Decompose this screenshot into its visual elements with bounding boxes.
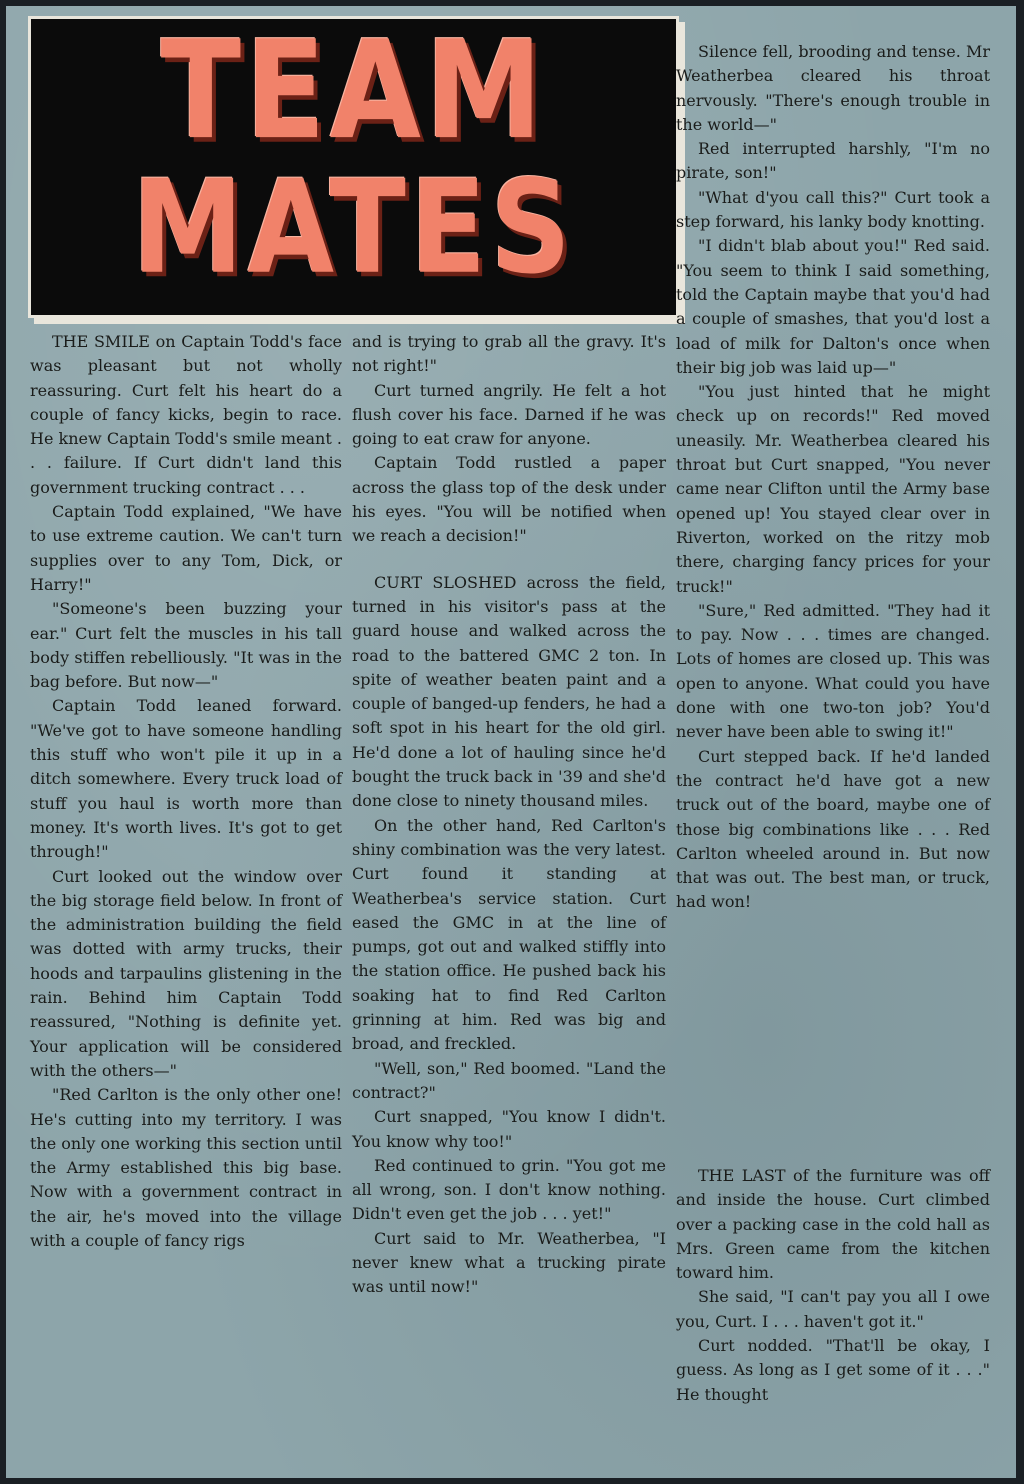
text-column-2 [352,330,666,1300]
paragraph: "What d'you call this?" Curt took a step forward, his lanky body knotting. [676,187,990,232]
paragraph: "Someone's been buzzing your ear." Curt felt the muscles in his tall body stiffen rebelliously. "It was in the bag before. But now—" [30,599,342,692]
text-column-1 [30,330,342,1253]
title-line-1: TEAM [160,10,547,170]
paragraph: Curt nodded. "That'll be okay, I guess. As long as I get some of it . . ." He thought [676,1336,990,1404]
paragraph: Silence fell, brooding and tense. Mr Weatherbea cleared his throat nervously. "There's enough trouble in the world—" [676,42,990,134]
text-column-3 [676,40,990,915]
paragraph: Curt said to Mr. Weatherbea, "I never knew what a trucking pirate was until now!" [352,1228,666,1297]
section-paragraph: CURT SLOSHED across the field, turned in his visitor's pass at the guard house and walked across the road to the battered GMC 2 ton. In spite of weather beaten paint and a couple of banged-up fenders, he had a soft spot in his heart for the old girl. He'd done a lot of hauling since he'd bought the truck back in '39 and she'd done close to ninety thousand miles. [352,572,666,811]
section-paragraph: THE LAST of the furniture was off and inside the house. Curt climbed over a packing case in the cold hall as Mrs. Green came from the kitchen toward him. [676,1166,990,1283]
title-panel [28,10,679,318]
paragraph: Captain Todd leaned forward. "We've got to have someone handling this stuff who won't pile it up in a ditch somewhere. Every truck load of stuff you haul is worth more than money. It's worth lives. It's got to get through!" [30,696,342,862]
paragraph: On the other hand, Red Carlton's shiny combination was the very latest. Curt found it standing at Weatherbea's service station. Curt eased the GMC in at the line of pumps, got out and walked stiffly into the station office. He pushed back his soaking hat to find Red Carlton grinning at him. Red was big and broad, and freckled. [352,815,666,1054]
paragraph: She said, "I can't pay you all I owe you, Curt. I . . . haven't got it." [676,1287,990,1331]
title-line-2: MATES [131,153,575,303]
paragraph: "Sure," Red admitted. "They had it to pay. Now . . . times are changed. Lots of homes are closed up. This was open to anyone. What could you have done with one two-ton job? You'd never have been able to swing it!" [676,600,990,742]
paragraph: "Red Carlton is the only other one! He's cutting into my territory. I was the only one working this section until the Army established this big base. Now with a government contract in the air, he's moved into the village with a couple of fancy rigs [30,1085,343,1250]
paragraph: Captain Todd rustled a paper across the glass top of the desk under his eyes. "You will be notified when we reach a decision!" [352,453,666,546]
paragraph: Red continued to grin. "You got me all wrong, son. I don't know nothing. Didn't even get the job . . . yet!" [352,1155,666,1224]
paragraph: Red interrupted harshly, "I'm no pirate, son!" [676,139,990,183]
paragraph: THE SMILE on Captain Todd's face was pleasant but not wholly reassuring. Curt felt his heart do a couple of fancy kicks, begin to race. He knew Captain Todd's smile meant . . . failure. If Curt didn't land this government trucking contract . . . [30,332,342,497]
paragraph: and is trying to grab all the gravy. It's not right!" [352,332,666,376]
paragraph: Curt stepped back. If he'd landed the contract he'd have got a new truck out of the board, maybe one of those big combinations like . . . Red Carlton wheeled around in. But now that was out. The best man, or truck, had won! [676,746,990,912]
text-column-3-lower [676,1164,990,1407]
paragraph: Curt snapped, "You know I didn't. You know why too!" [352,1107,666,1151]
paragraph: "You just hinted that he might check up on records!" Red moved uneasily. Mr. Weatherbea cleared his throat but Curt snapped, "You never came near Clifton until the Army base opened up! You stayed clear over in Riverton, worked on the ritzy mob there, charging fancy prices for your truck!" [676,382,990,596]
paragraph: Curt turned angrily. He felt a hot flush cover his face. Darned if he was going to eat craw for anyone. [352,380,666,449]
paragraph: "Well, son," Red boomed. "Land the contract?" [352,1058,666,1102]
paragraph: "I didn't blab about you!" Red said. "You seem to think I said something, told the Captain maybe that you'd had a couple of smashes, that you'd lost a load of milk for Dalton's once when their big job was laid up—" [676,236,990,377]
paragraph: Captain Todd explained, "We have to use extreme caution. We can't turn supplies over to any Tom, Dick, or Harry!" [30,502,342,594]
paragraph: Curt looked out the window over the big storage field below. In front of the administration building the field was dotted with army trucks, their hoods and tarpaulins glistening in the rain. Behind him Captain Todd reassured, "Nothing is definite yet. Your application will be considered with the others—" [30,866,342,1080]
